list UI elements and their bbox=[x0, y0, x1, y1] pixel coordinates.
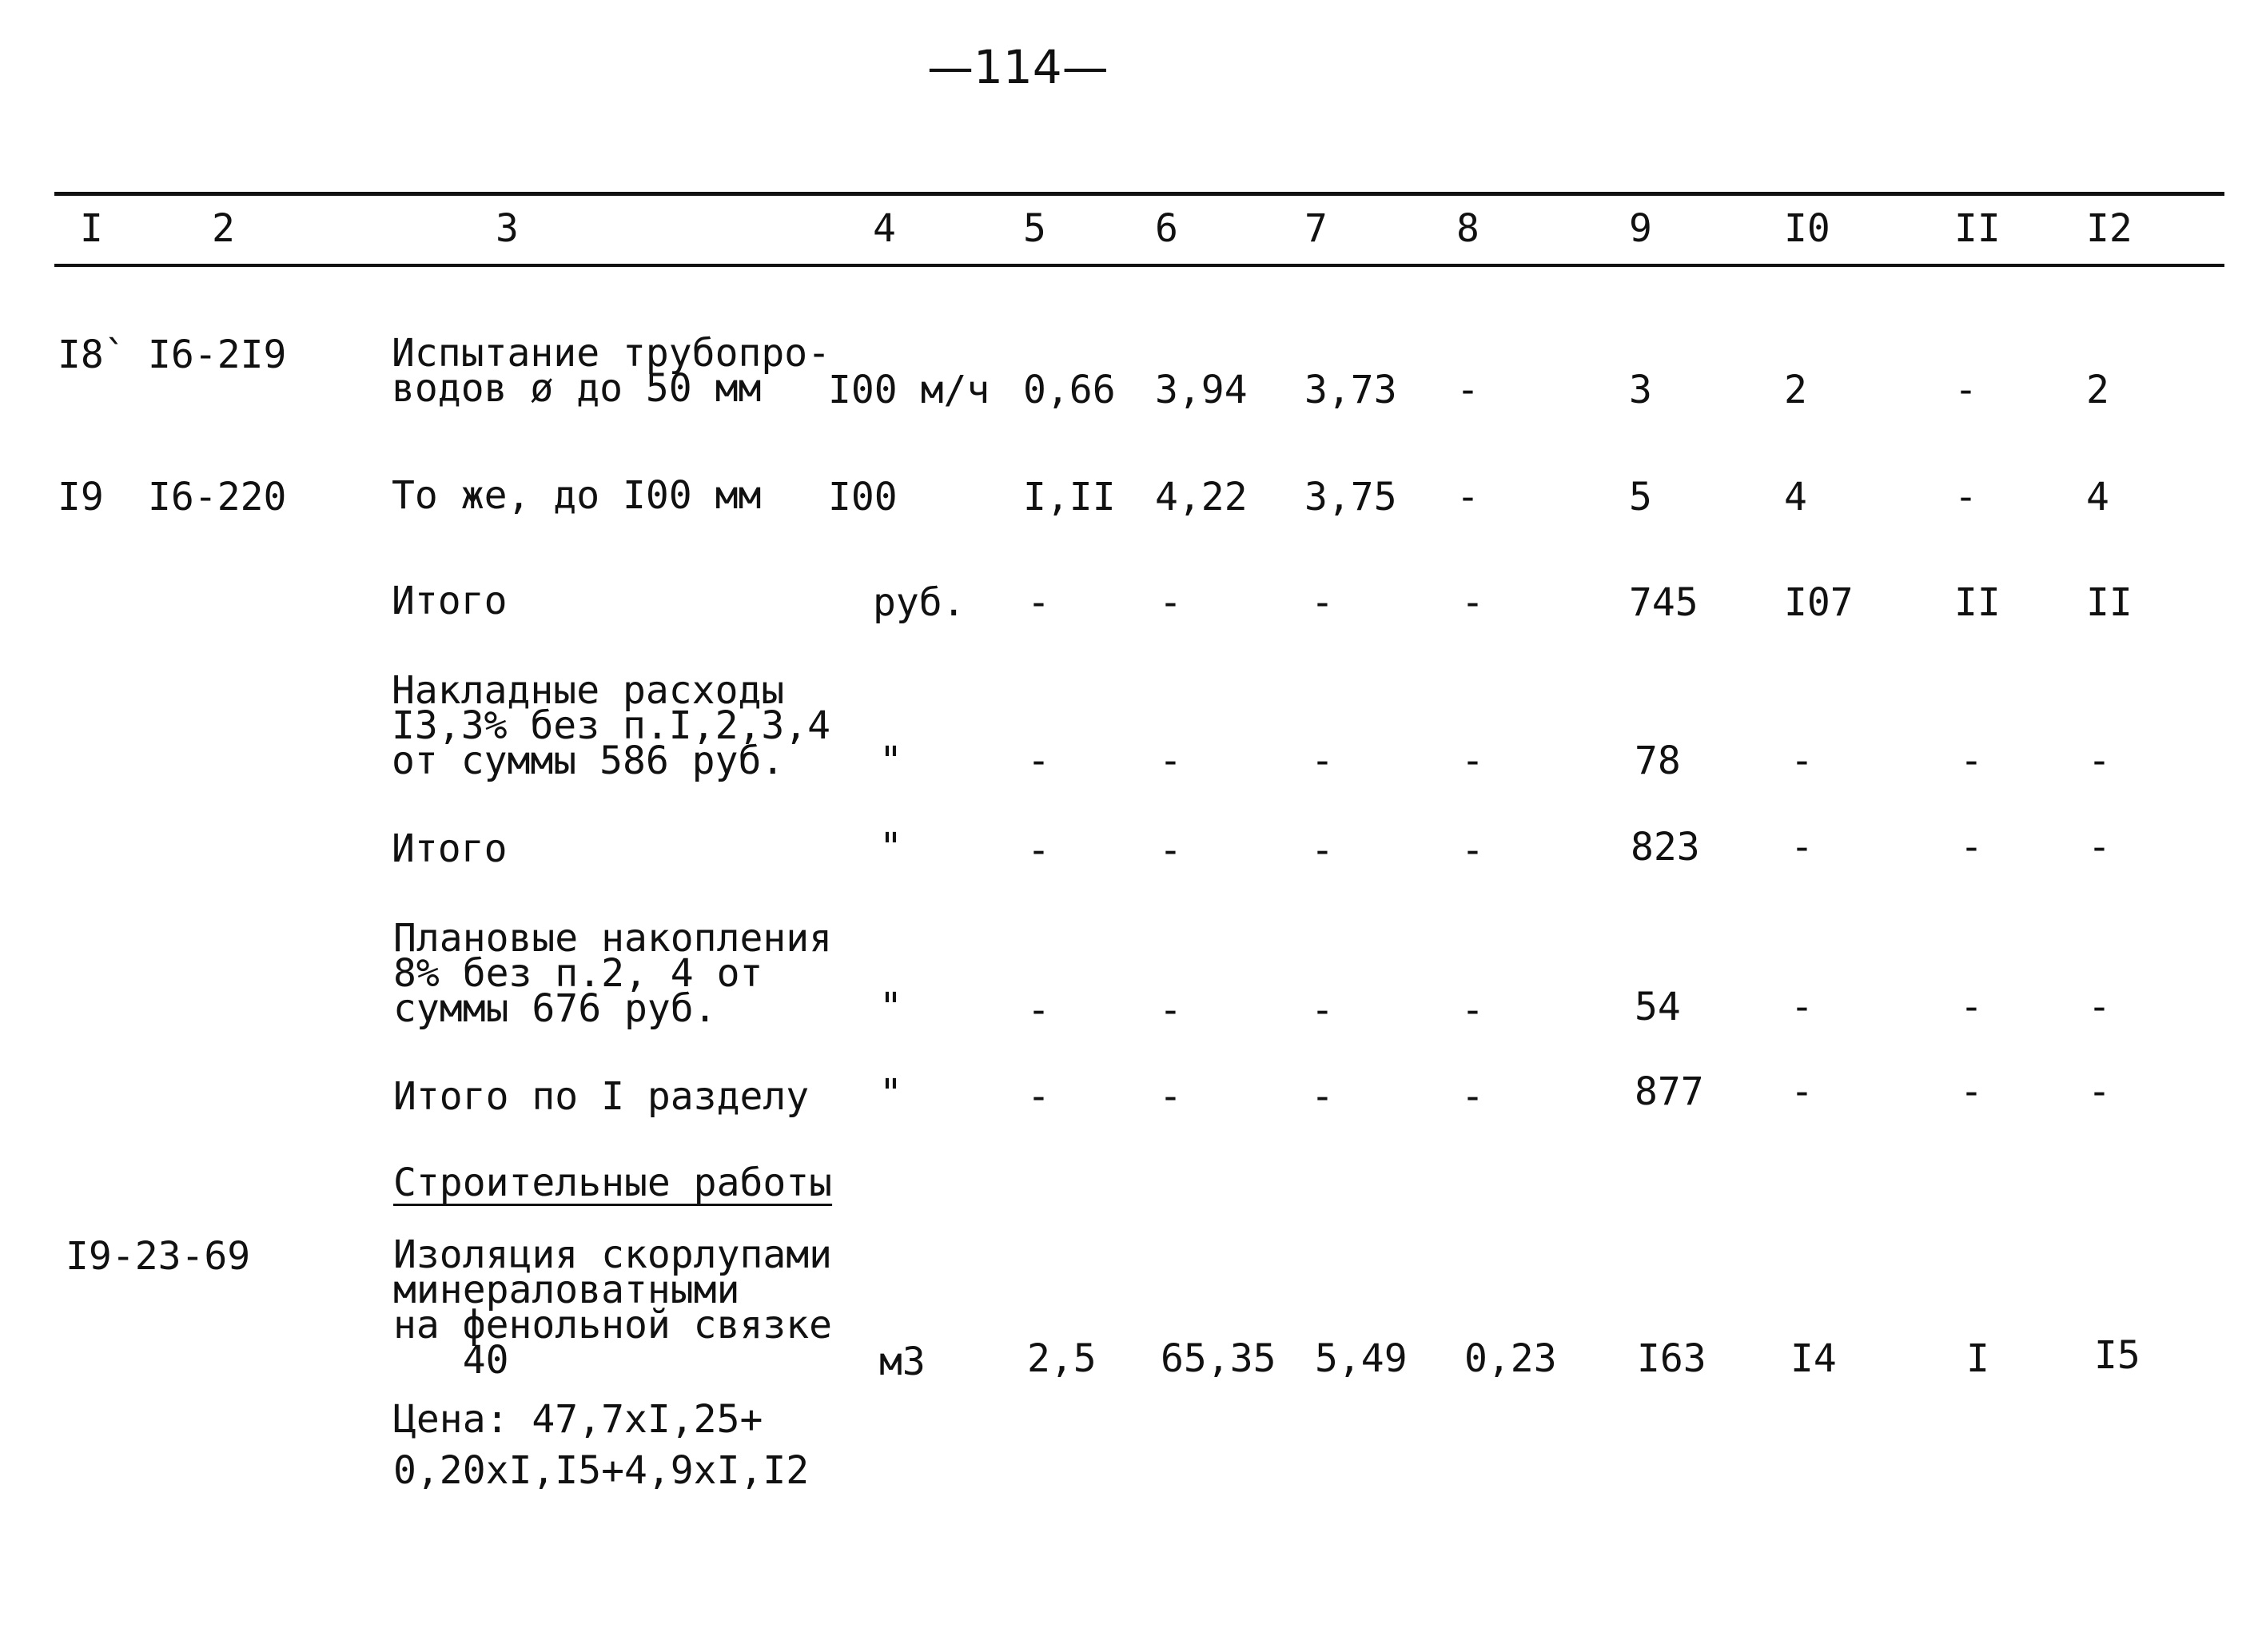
header-col-7: 7 bbox=[1304, 206, 1328, 251]
row-col-11: - bbox=[1954, 368, 1977, 412]
row-col-11: - bbox=[1960, 738, 1983, 783]
table-header-rule bbox=[54, 264, 2224, 267]
row-col-8: - bbox=[1461, 828, 1484, 873]
row-col-12: - bbox=[2088, 825, 2111, 870]
row-col-10: - bbox=[1790, 1069, 1814, 1114]
row-unit: " bbox=[879, 825, 902, 870]
row-description: Итого по I разделу bbox=[393, 1074, 810, 1119]
row-col-11: I bbox=[1966, 1336, 1989, 1381]
row-col-5: - bbox=[1027, 738, 1050, 783]
row-number: I8` bbox=[58, 332, 127, 377]
row-col-7: 3,75 bbox=[1304, 475, 1397, 519]
row-col-5: I,II bbox=[1023, 475, 1116, 519]
row-col-7: 5,49 bbox=[1315, 1336, 1408, 1381]
header-col-1: I bbox=[80, 206, 103, 251]
row-col-5: - bbox=[1027, 828, 1050, 873]
row-unit: руб. bbox=[873, 580, 966, 625]
header-col-9: 9 bbox=[1629, 206, 1652, 251]
header-col-5: 5 bbox=[1023, 206, 1046, 251]
section-title: Строительные работы bbox=[393, 1160, 833, 1205]
row-col-11: - bbox=[1960, 825, 1983, 870]
row-col-8: - bbox=[1461, 1074, 1484, 1119]
row-description: Итого bbox=[392, 579, 508, 623]
row-col-5: - bbox=[1027, 1074, 1050, 1119]
header-col-4: 4 bbox=[873, 206, 896, 251]
row-col-9: 877 bbox=[1635, 1069, 1704, 1114]
row-col-6: - bbox=[1159, 580, 1182, 625]
row-col-12: - bbox=[2088, 985, 2111, 1029]
row-col-6: - bbox=[1159, 828, 1182, 873]
header-col-2: 2 bbox=[212, 206, 235, 251]
row-col-12: I5 bbox=[2094, 1333, 2141, 1378]
header-col-11: II bbox=[1954, 206, 2001, 251]
table-top-rule bbox=[54, 192, 2224, 196]
header-col-12: I2 bbox=[2086, 206, 2133, 251]
row-col-8: - bbox=[1461, 580, 1484, 625]
row-col-10: I4 bbox=[1790, 1336, 1837, 1381]
row-col-6: - bbox=[1159, 1074, 1182, 1119]
row-col-6: 4,22 bbox=[1155, 475, 1248, 519]
row-col-5: - bbox=[1027, 580, 1050, 625]
row-col-9: I63 bbox=[1637, 1336, 1706, 1381]
row-col-9: 54 bbox=[1635, 985, 1681, 1029]
row-description: Изоляция скорлупами минераловатными на фенольной связке 40 bbox=[393, 1232, 833, 1383]
row-number: I9 bbox=[58, 475, 104, 519]
row-col-12: 2 bbox=[2086, 368, 2109, 412]
row-col-11: - bbox=[1960, 985, 1983, 1029]
row-col-7: 3,73 bbox=[1304, 368, 1397, 412]
row-col-9: 5 bbox=[1629, 475, 1652, 519]
row-unit: I00 bbox=[828, 475, 898, 519]
row-description: То же, до I00 мм bbox=[392, 473, 762, 518]
row-col-7: - bbox=[1311, 738, 1334, 783]
row-col-6: - bbox=[1159, 738, 1182, 783]
row-unit: " bbox=[879, 985, 902, 1029]
row-col-6: - bbox=[1159, 988, 1182, 1033]
row-code: I6-2I9 bbox=[148, 332, 287, 377]
row-col-10: - bbox=[1790, 985, 1814, 1029]
row-col-6: 65,35 bbox=[1161, 1336, 1276, 1381]
row-col-11: II bbox=[1954, 580, 2001, 625]
row-unit: м3 bbox=[879, 1340, 926, 1384]
row-col-5: - bbox=[1027, 988, 1050, 1033]
row-col-9: 823 bbox=[1631, 825, 1700, 870]
row-col-8: - bbox=[1461, 988, 1484, 1033]
row-col-5: 0,66 bbox=[1023, 368, 1116, 412]
row-col-12: - bbox=[2088, 1069, 2111, 1114]
row-description: Плановые накопления 8% без п.2, 4 от суммы 676 руб. bbox=[393, 916, 833, 1031]
row-col-10: - bbox=[1790, 738, 1814, 783]
row-col-11: - bbox=[1954, 475, 1977, 519]
row-col-10: 4 bbox=[1784, 475, 1807, 519]
row-col-8: 0,23 bbox=[1464, 1336, 1557, 1381]
row-col-7: - bbox=[1311, 828, 1334, 873]
row-col-12: 4 bbox=[2086, 475, 2109, 519]
row-col-7: - bbox=[1311, 1074, 1334, 1119]
row-code: I9-23-69 bbox=[66, 1234, 251, 1279]
row-col-10: 2 bbox=[1784, 368, 1807, 412]
row-description: Испытание трубопро- водов ø до 50 мм bbox=[392, 331, 831, 411]
row-unit: " bbox=[879, 1071, 902, 1116]
header-col-8: 8 bbox=[1456, 206, 1479, 251]
row-col-9: 745 bbox=[1629, 580, 1699, 625]
row-col-12: - bbox=[2088, 738, 2111, 783]
header-col-10: I0 bbox=[1784, 206, 1830, 251]
row-col-12: II bbox=[2086, 580, 2133, 625]
row-code: I6-220 bbox=[148, 475, 287, 519]
row-col-8: - bbox=[1461, 738, 1484, 783]
row-col-7: - bbox=[1311, 988, 1334, 1033]
header-col-6: 6 bbox=[1155, 206, 1178, 251]
row-col-8: - bbox=[1456, 368, 1479, 412]
row-col-11: - bbox=[1960, 1069, 1983, 1114]
header-col-3: 3 bbox=[496, 206, 519, 251]
row-col-9: 78 bbox=[1635, 738, 1681, 783]
row-col-8: - bbox=[1456, 475, 1479, 519]
row-description: Итого bbox=[392, 826, 508, 871]
page-number: —114— bbox=[927, 40, 1109, 94]
row-col-5: 2,5 bbox=[1027, 1336, 1097, 1381]
row-col-9: 3 bbox=[1629, 368, 1652, 412]
row-unit: I00 м/ч bbox=[828, 368, 990, 412]
row-col-7: - bbox=[1311, 580, 1334, 625]
price-formula: Цена: 47,7xI,25+ 0,20xI,I5+4,9xI,I2 bbox=[393, 1397, 810, 1493]
row-col-10: - bbox=[1790, 825, 1814, 870]
row-description: Накладные расходы I3,3% без п.I,2,3,4 от суммы 586 руб. bbox=[392, 668, 831, 783]
row-unit: " bbox=[879, 738, 902, 783]
row-col-10: I07 bbox=[1784, 580, 1854, 625]
row-col-6: 3,94 bbox=[1155, 368, 1248, 412]
